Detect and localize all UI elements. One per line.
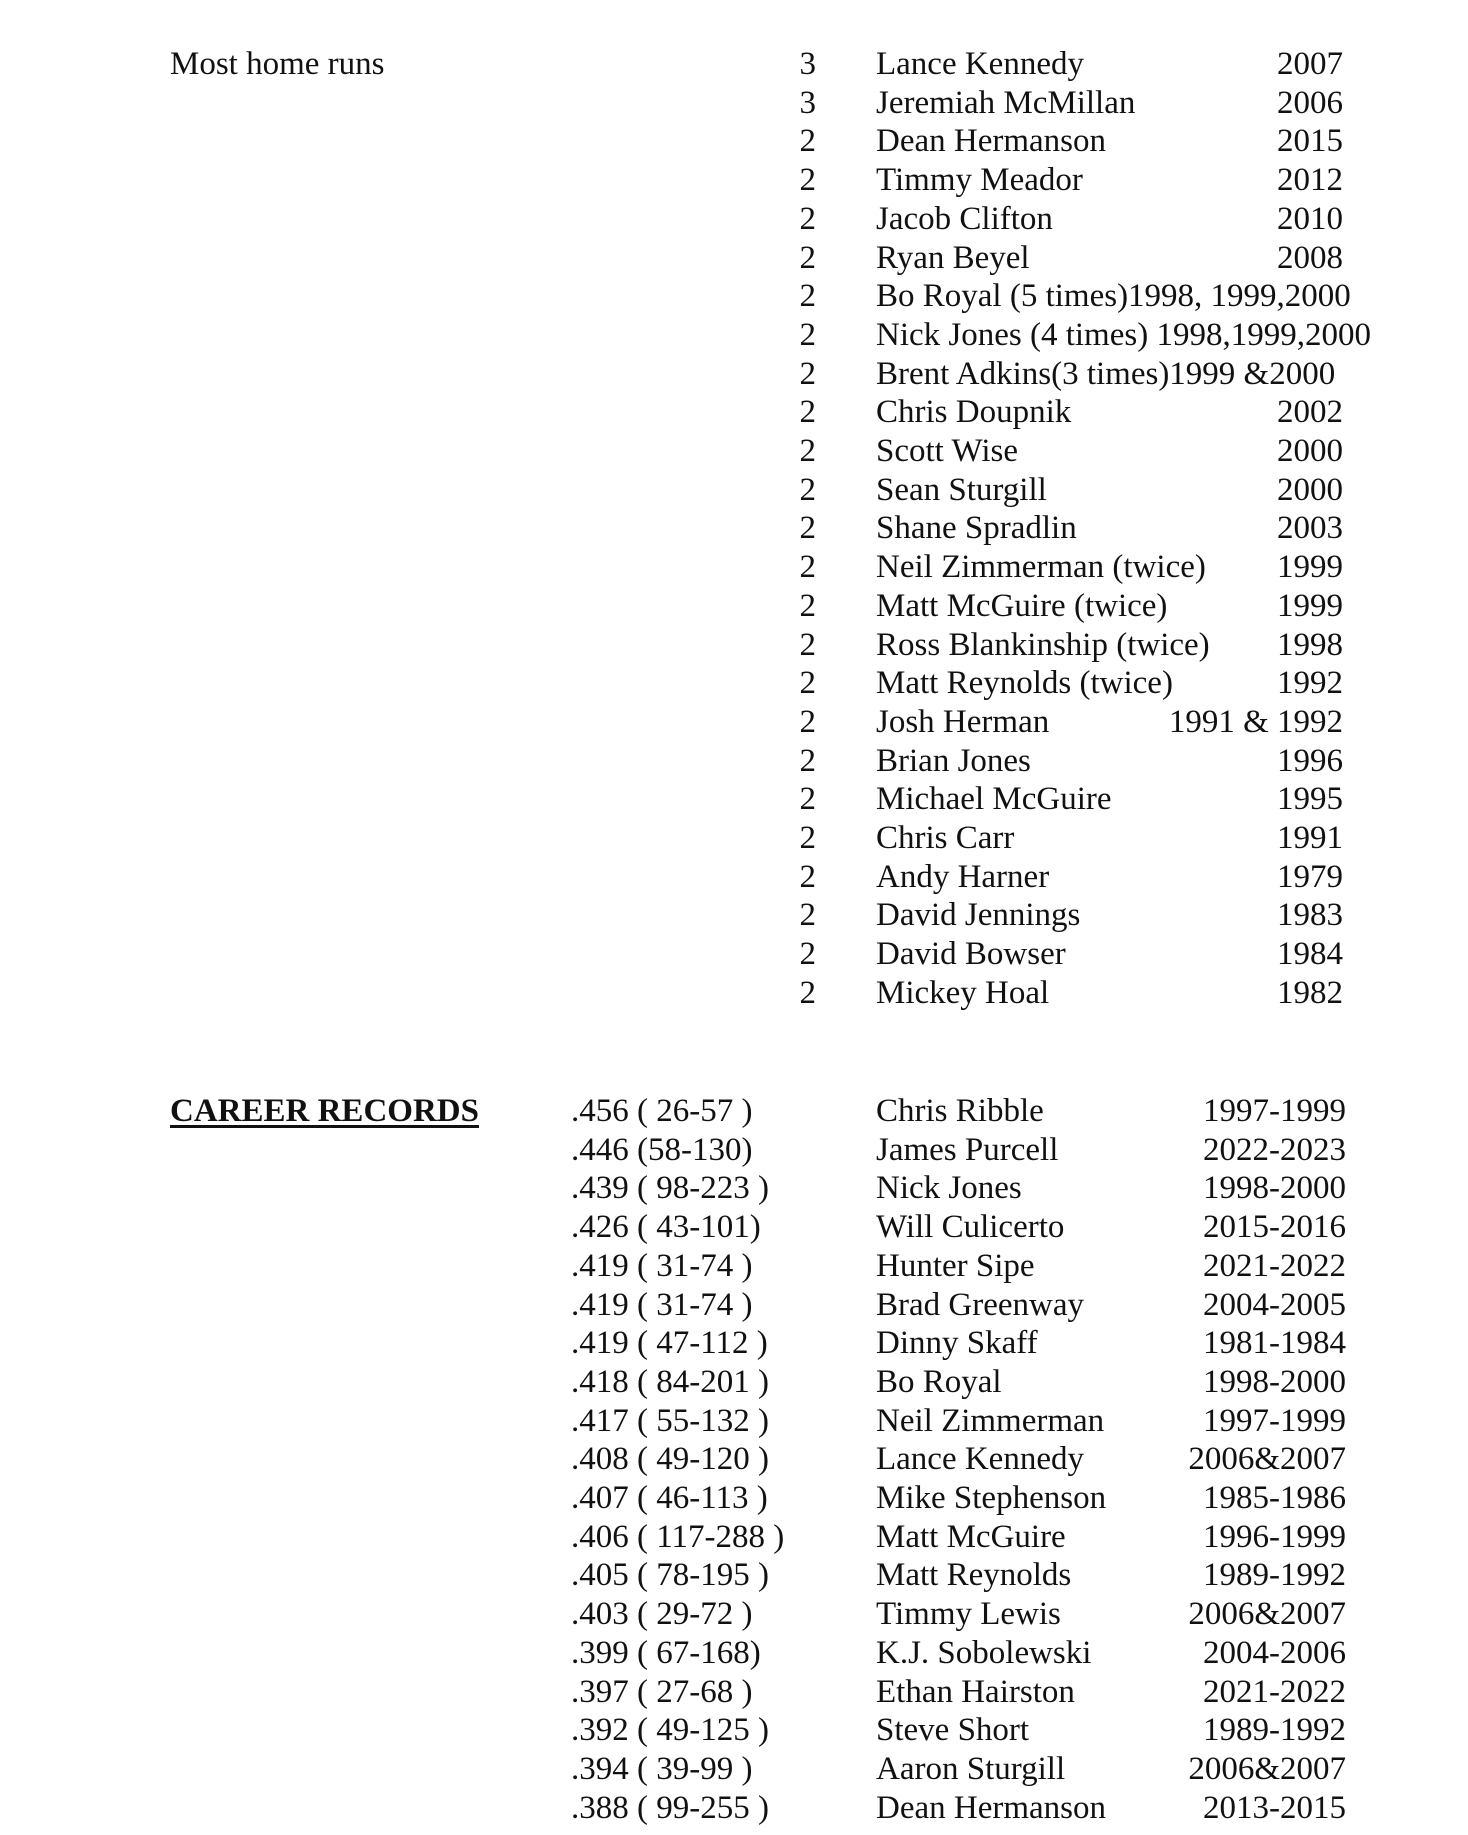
player-name: Michael McGuire	[876, 781, 1112, 817]
player-name: David Jennings	[876, 897, 1081, 933]
batting-average: .399 ( 67-168)	[571, 1635, 761, 1671]
player-name: Hunter Sipe	[876, 1248, 1035, 1284]
record-year: 1999	[1277, 549, 1343, 585]
record-year: 2007	[1277, 46, 1343, 82]
record-years: 2006&2007	[1188, 1596, 1346, 1632]
record-years: 1989-1992	[1203, 1557, 1346, 1593]
home-run-count: 2	[799, 743, 816, 779]
record-year: 1995	[1277, 781, 1343, 817]
record-year: 1992	[1277, 665, 1343, 701]
home-run-count: 2	[799, 356, 816, 392]
player-name: Timmy Lewis	[876, 1596, 1061, 1632]
home-run-count: 2	[799, 936, 816, 972]
batting-average: .403 ( 29-72 )	[571, 1596, 753, 1632]
player-name: Timmy Meador	[876, 162, 1083, 198]
player-name: Ethan Hairston	[876, 1674, 1075, 1710]
player-name: Matt McGuire (twice)	[876, 588, 1168, 624]
record-year: 2015	[1277, 123, 1343, 159]
record-year: 1982	[1277, 975, 1343, 1011]
home-run-count: 2	[799, 240, 816, 276]
player-name: Jacob Clifton	[876, 201, 1053, 237]
record-year: 1984	[1277, 936, 1343, 972]
batting-average: .439 ( 98-223 )	[571, 1170, 769, 1206]
record-years: 1996-1999	[1203, 1519, 1346, 1555]
record-year: 2010	[1277, 201, 1343, 237]
batting-average: .419 ( 31-74 )	[571, 1248, 753, 1284]
record-years: 1998-2000	[1203, 1170, 1346, 1206]
player-name: James Purcell	[876, 1132, 1059, 1168]
player-name: David Bowser	[876, 936, 1066, 972]
player-name: Dinny Skaff	[876, 1325, 1038, 1361]
player-name: Aaron Sturgill	[876, 1751, 1066, 1787]
player-name: Neil Zimmerman	[876, 1403, 1105, 1439]
batting-average: .418 ( 84-201 )	[571, 1364, 769, 1400]
home-run-count: 2	[799, 781, 816, 817]
batting-average: .407 ( 46-113 )	[571, 1480, 768, 1516]
record-years: 2021-2022	[1203, 1674, 1346, 1710]
player-name: Jeremiah McMillan	[876, 85, 1136, 121]
player-name: Scott Wise	[876, 433, 1018, 469]
batting-average: .394 ( 39-99 )	[571, 1751, 753, 1787]
record-year: 2003	[1277, 510, 1343, 546]
record-year: 1979	[1277, 859, 1343, 895]
player-name: Dean Hermanson	[876, 123, 1107, 159]
record-years: 1985-1986	[1203, 1480, 1346, 1516]
player-name: Bo Royal (5 times)1998, 1999,2000	[876, 278, 1351, 314]
record-years: 1989-1992	[1203, 1712, 1346, 1748]
home-run-count: 2	[799, 859, 816, 895]
record-year: 1983	[1277, 897, 1343, 933]
home-run-count: 2	[799, 820, 816, 856]
home-run-count: 2	[799, 549, 816, 585]
record-year: 1991 & 1992	[1168, 704, 1343, 740]
record-years: 1998-2000	[1203, 1364, 1346, 1400]
player-name: Lance Kennedy	[876, 46, 1084, 82]
record-year: 1996	[1277, 743, 1343, 779]
home-run-count: 2	[799, 704, 816, 740]
player-name: Shane Spradlin	[876, 510, 1077, 546]
player-name: Ross Blankinship (twice)	[876, 627, 1210, 663]
record-year: 2000	[1277, 472, 1343, 508]
batting-average: .419 ( 47-112 )	[571, 1325, 768, 1361]
record-years: 2013-2015	[1203, 1790, 1346, 1826]
home-run-count: 3	[799, 46, 816, 82]
most-home-runs-label: Most home runs	[170, 46, 385, 82]
batting-average: .408 ( 49-120 )	[571, 1441, 769, 1477]
player-name: K.J. Sobolewski	[876, 1635, 1092, 1671]
home-run-count: 2	[799, 665, 816, 701]
player-name: Sean Sturgill	[876, 472, 1047, 508]
player-name: Chris Doupnik	[876, 394, 1072, 430]
home-run-count: 3	[799, 85, 816, 121]
record-years: 1997-1999	[1203, 1093, 1346, 1129]
record-years: 2004-2005	[1203, 1287, 1346, 1323]
batting-average: .388 ( 99-255 )	[571, 1790, 769, 1826]
record-year: 2008	[1277, 240, 1343, 276]
player-name: Chris Ribble	[876, 1093, 1044, 1129]
home-run-count: 2	[799, 317, 816, 353]
record-years: 2004-2006	[1203, 1635, 1346, 1671]
batting-average: .419 ( 31-74 )	[571, 1287, 753, 1323]
record-year: 1998	[1277, 627, 1343, 663]
player-name: Brent Adkins(3 times)1999 &2000	[876, 356, 1336, 392]
batting-average: .406 ( 117-288 )	[571, 1519, 785, 1555]
record-years: 2006&2007	[1188, 1751, 1346, 1787]
record-years: 1981-1984	[1203, 1325, 1346, 1361]
career-records-label: CAREER RECORDS	[170, 1093, 479, 1129]
player-name: Matt Reynolds (twice)	[876, 665, 1173, 701]
batting-average: .426 ( 43-101)	[571, 1209, 761, 1245]
record-year: 2006	[1277, 85, 1343, 121]
player-name: Brad Greenway	[876, 1287, 1084, 1323]
record-year: 2000	[1277, 433, 1343, 469]
batting-average: .405 ( 78-195 )	[571, 1557, 769, 1593]
player-name: Dean Hermanson	[876, 1790, 1107, 1826]
player-name: Nick Jones (4 times) 1998,1999,2000	[876, 317, 1371, 353]
home-run-count: 2	[799, 588, 816, 624]
home-run-count: 2	[799, 201, 816, 237]
record-year: 1999	[1277, 588, 1343, 624]
home-run-count: 2	[799, 627, 816, 663]
player-name: Chris Carr	[876, 820, 1015, 856]
home-run-count: 2	[799, 278, 816, 314]
batting-average: .417 ( 55-132 )	[571, 1403, 769, 1439]
player-name: Mickey Hoal	[876, 975, 1050, 1011]
record-year: 2002	[1277, 394, 1343, 430]
home-run-count: 2	[799, 433, 816, 469]
player-name: Neil Zimmerman (twice)	[876, 549, 1206, 585]
record-year: 2012	[1277, 162, 1343, 198]
home-run-count: 2	[799, 472, 816, 508]
home-run-count: 2	[799, 394, 816, 430]
player-name: Nick Jones	[876, 1170, 1022, 1206]
player-name: Josh Herman	[876, 704, 1050, 740]
record-year: 1991	[1277, 820, 1343, 856]
record-years: 2006&2007	[1188, 1441, 1346, 1477]
batting-average: .397 ( 27-68 )	[571, 1674, 753, 1710]
player-name: Andy Harner	[876, 859, 1050, 895]
batting-average: .392 ( 49-125 )	[571, 1712, 769, 1748]
record-years: 2015-2016	[1203, 1209, 1346, 1245]
player-name: Ryan Beyel	[876, 240, 1030, 276]
batting-average: .446 (58-130)	[571, 1132, 753, 1168]
record-years: 2022-2023	[1203, 1132, 1346, 1168]
player-name: Lance Kennedy	[876, 1441, 1084, 1477]
home-run-count: 2	[799, 123, 816, 159]
home-run-count: 2	[799, 162, 816, 198]
player-name: Brian Jones	[876, 743, 1031, 779]
home-run-count: 2	[799, 975, 816, 1011]
player-name: Will Culicerto	[876, 1209, 1065, 1245]
player-name: Steve Short	[876, 1712, 1030, 1748]
batting-average: .456 ( 26-57 )	[571, 1093, 753, 1129]
player-name: Mike Stephenson	[876, 1480, 1107, 1516]
player-name: Matt McGuire	[876, 1519, 1066, 1555]
record-years: 1997-1999	[1203, 1403, 1346, 1439]
player-name: Bo Royal	[876, 1364, 1002, 1400]
player-name: Matt Reynolds	[876, 1557, 1072, 1593]
record-years: 2021-2022	[1203, 1248, 1346, 1284]
home-run-count: 2	[799, 510, 816, 546]
home-run-count: 2	[799, 897, 816, 933]
